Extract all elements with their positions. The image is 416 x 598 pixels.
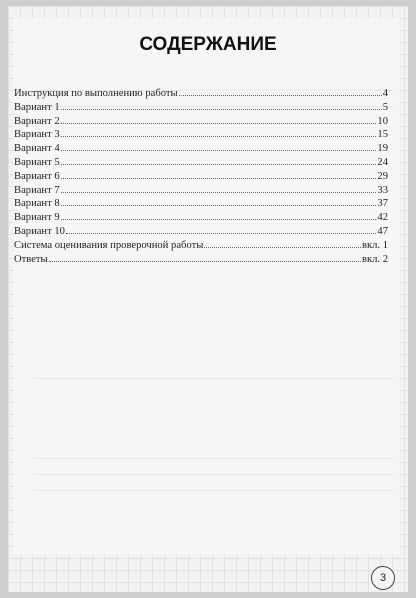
toc-label: Система оценивания проверочной работы — [14, 239, 204, 251]
toc-row[interactable] — [14, 86, 388, 100]
toc-row[interactable] — [14, 114, 388, 128]
toc-leader — [61, 210, 377, 220]
toc-leader — [61, 141, 377, 151]
toc-page: вкл. 1 — [361, 239, 388, 251]
toc-page: вкл. 2 — [361, 253, 388, 265]
toc-page: 5 — [382, 101, 388, 113]
toc-label: Вариант 9 — [14, 212, 60, 224]
toc-leader — [61, 169, 377, 179]
toc-row[interactable] — [14, 238, 388, 252]
toc-row[interactable] — [14, 127, 388, 141]
toc-leader — [49, 252, 361, 262]
bleed-line — [34, 474, 394, 475]
toc-page: 10 — [377, 115, 388, 127]
toc-label: Вариант 2 — [14, 115, 60, 127]
toc-label: Вариант 5 — [14, 156, 60, 168]
toc-row[interactable] — [14, 169, 388, 183]
toc-leader — [179, 86, 382, 96]
toc-row[interactable] — [14, 196, 388, 210]
toc-label: Вариант 1 — [14, 101, 60, 113]
toc-label: Инструкция по выполнению работы — [14, 88, 178, 99]
toc-label: Вариант 6 — [14, 170, 60, 182]
page-title: СОДЕРЖАНИЕ — [139, 34, 277, 55]
toc-page: 33 — [377, 184, 388, 196]
toc-row[interactable] — [14, 100, 388, 114]
table-of-contents — [14, 86, 388, 265]
toc-label: Вариант 8 — [14, 198, 60, 210]
bleed-line — [34, 378, 394, 379]
toc-page: 19 — [377, 143, 388, 155]
toc-leader — [61, 155, 377, 165]
toc-row[interactable] — [14, 183, 388, 197]
toc-row[interactable] — [14, 224, 388, 238]
bleed-line — [34, 490, 394, 491]
toc-page: 24 — [377, 156, 388, 168]
toc-page: 4 — [382, 88, 388, 99]
toc-row[interactable] — [14, 210, 388, 224]
toc-leader — [204, 238, 361, 248]
toc-row[interactable] — [14, 155, 388, 169]
toc-leader — [61, 100, 382, 110]
toc-page: 15 — [377, 129, 388, 141]
toc-label: Вариант 3 — [14, 129, 60, 141]
toc-label: Вариант 10 — [14, 225, 65, 237]
toc-leader — [66, 224, 376, 234]
toc-page: 47 — [377, 225, 388, 237]
toc-row[interactable] — [14, 252, 388, 266]
toc-page: 29 — [377, 170, 388, 182]
toc-leader — [61, 127, 377, 137]
page-number: 3 — [371, 566, 395, 590]
bleed-line — [34, 458, 394, 459]
toc-label: Вариант 4 — [14, 143, 60, 155]
toc-label: Вариант 7 — [14, 184, 60, 196]
toc-leader — [61, 183, 377, 193]
toc-page: 37 — [377, 198, 388, 210]
toc-label: Ответы — [14, 253, 48, 265]
toc-page: 42 — [377, 212, 388, 224]
toc-row[interactable] — [14, 141, 388, 155]
toc-leader — [61, 196, 377, 206]
toc-leader — [61, 114, 377, 124]
